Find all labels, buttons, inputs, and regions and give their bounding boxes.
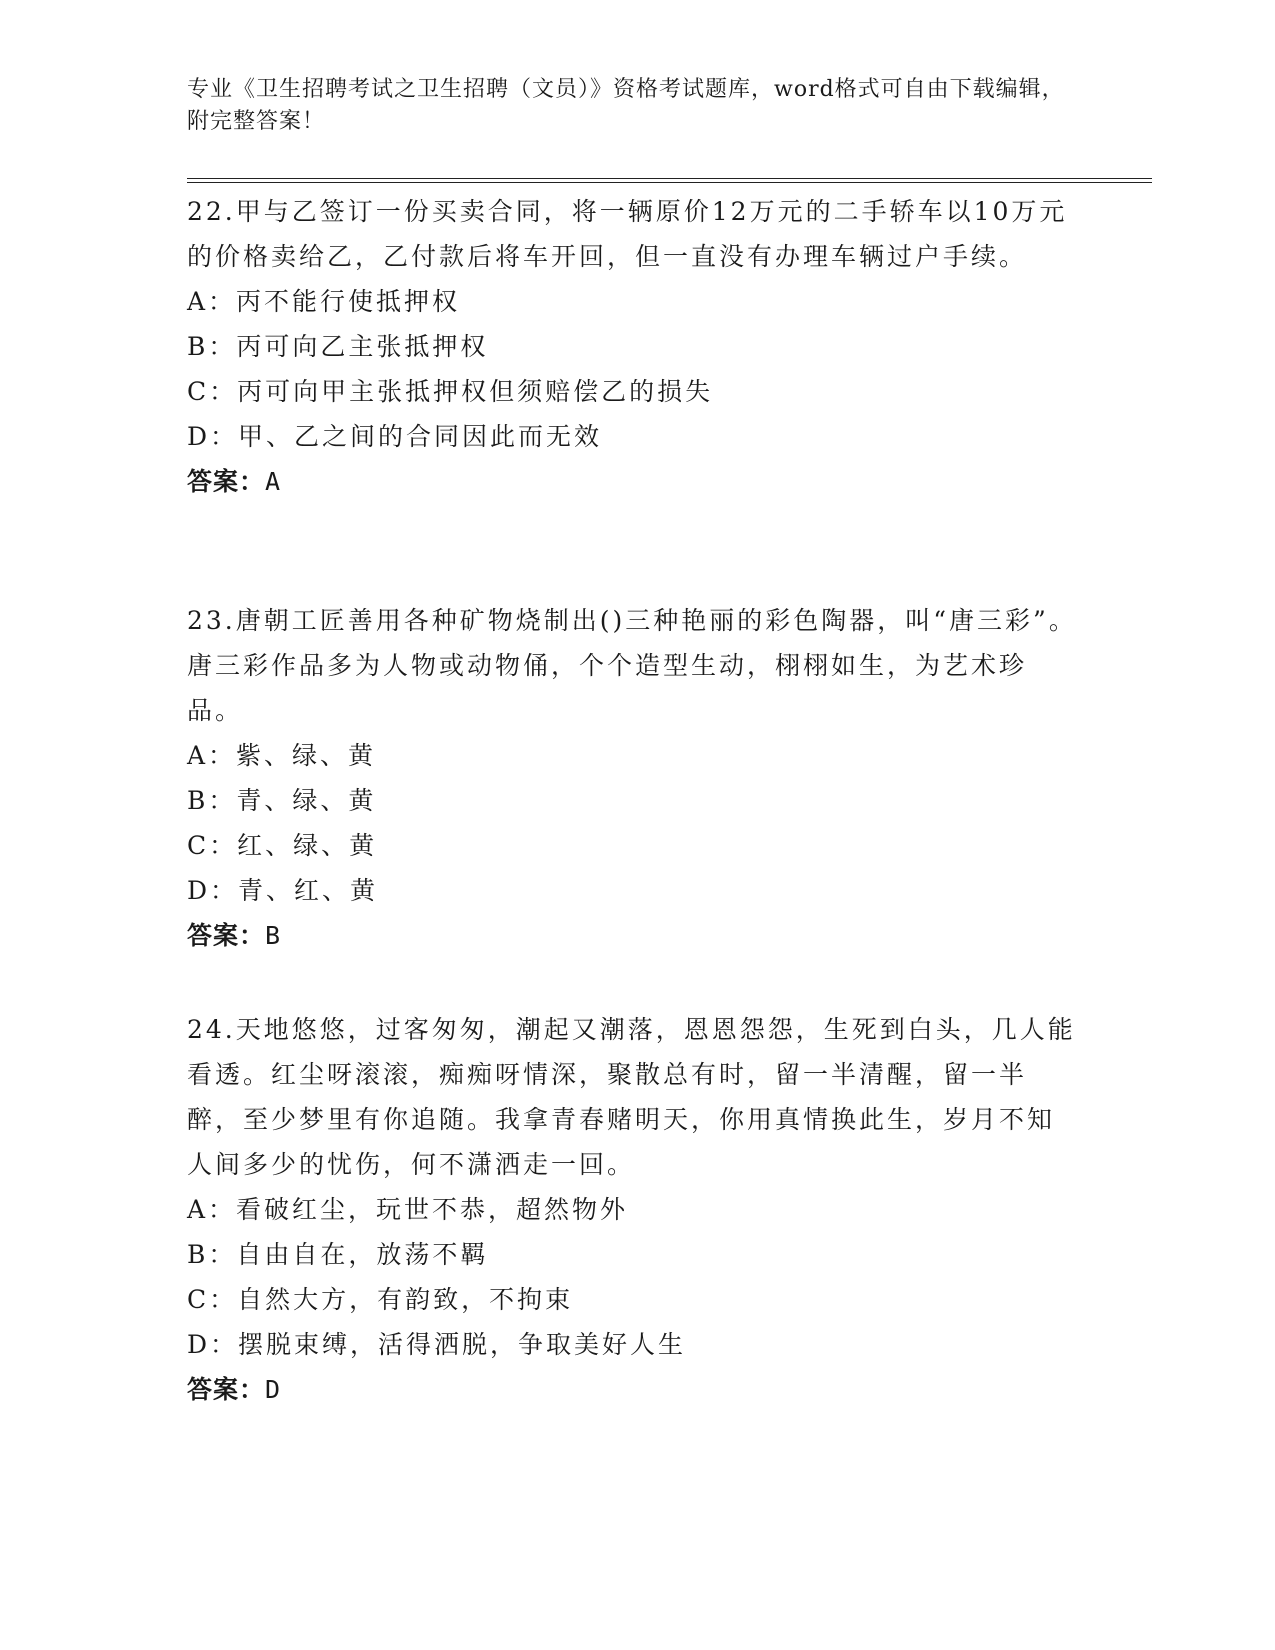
option-b: B：自由自在，放荡不羁 [187, 1240, 489, 1269]
question-23 [187, 598, 1077, 958]
option-d: D：摆脱束缚，活得洒脱，争取美好人生 [187, 1330, 687, 1359]
question-24 [187, 1007, 1077, 1412]
answer-label: 答案： [187, 1375, 266, 1404]
question-stem: 23.唐朝工匠善用各种矿物烧制出()三种艳丽的彩色陶器，叫“唐三彩”。唐三彩作品多为人物或动物俑，个个造型生动，栩栩如生，为艺术珍品。 [187, 606, 1077, 725]
answer-value: A [265, 467, 282, 496]
option-a: A：丙不能行使抵押权 [187, 287, 461, 316]
option-d: D：青、红、黄 [187, 876, 379, 905]
document-header: 专业《卫生招聘考试之卫生招聘（文员）》资格考试题库，word格式可自由下载编辑，附完整答案！ [187, 77, 1065, 134]
option-d: D：甲、乙之间的合同因此而无效 [187, 422, 603, 451]
option-a: A：看破红尘，玩世不恭，超然物外 [187, 1195, 629, 1224]
answer-value: D [265, 1375, 282, 1404]
option-c: C：丙可向甲主张抵押权但须赔偿乙的损失 [187, 377, 714, 406]
question-stem: 22.甲与乙签订一份买卖合同，将一辆原价12万元的二手轿车以10万元的价格卖给乙，乙付款后将车开回，但一直没有办理车辆过户手续。 [187, 197, 1068, 271]
option-b: B：青、绿、黄 [187, 786, 377, 815]
question-22 [187, 189, 1077, 504]
answer-label: 答案： [187, 921, 266, 950]
header-divider-bottom [187, 182, 1152, 183]
answer-line [187, 1367, 1077, 1412]
answer-line [187, 913, 1077, 958]
option-a: A：紫、绿、黄 [187, 741, 377, 770]
question-stem: 24.天地悠悠，过客匆匆，潮起又潮落，恩恩怨怨，生死到白头，几人能看透。红尘呀滚滚，痴痴呀情深，聚散总有时，留一半清醒，留一半醉，至少梦里有你追随。我拿青春赌明天，你用真情换此生，岁月不知人间多少的忧伤，何不潇洒走一回。 [187, 1015, 1076, 1179]
option-c: C：红、绿、黄 [187, 831, 378, 860]
answer-value: B [265, 921, 282, 950]
answer-label: 答案： [187, 467, 266, 496]
answer-line [187, 459, 1077, 504]
option-c: C：自然大方，有韵致，不拘束 [187, 1285, 574, 1314]
header-divider-top [187, 178, 1152, 179]
option-b: B：丙可向乙主张抵押权 [187, 332, 489, 361]
